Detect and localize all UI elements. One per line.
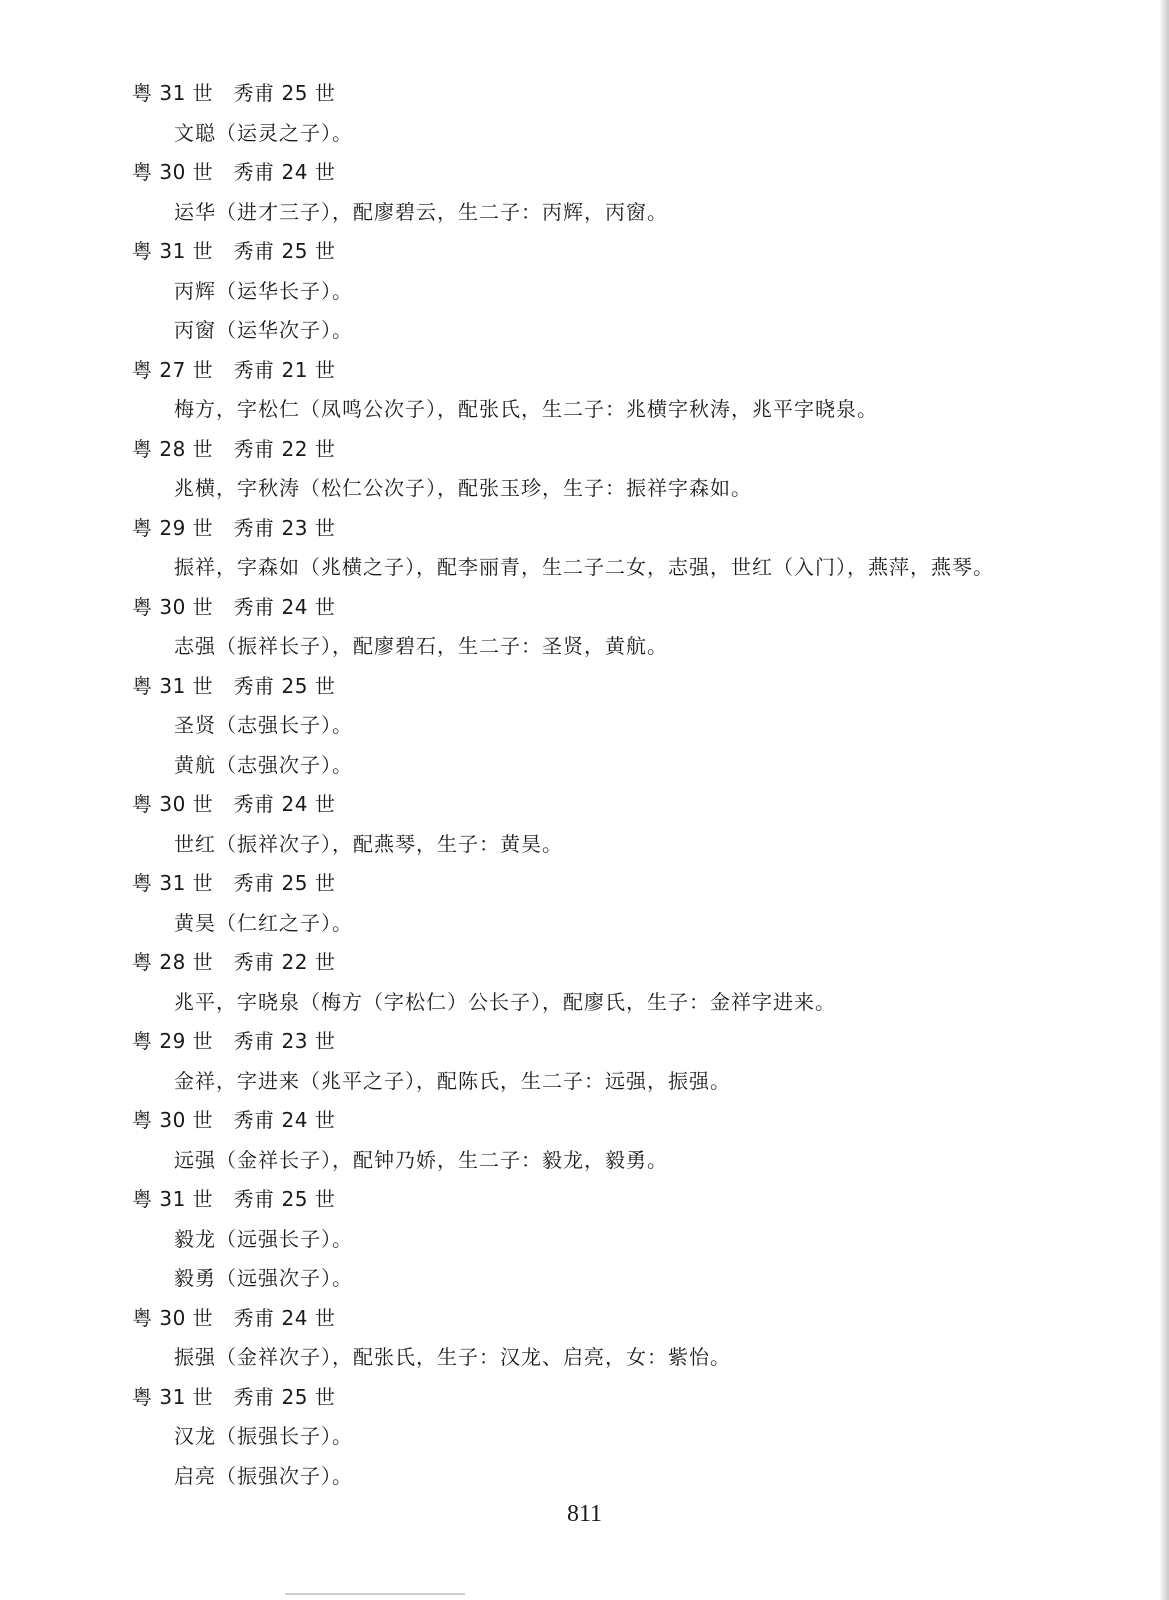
genealogy-entry: 启亮（振强次子）。 (174, 1463, 353, 1488)
generation-heading: 粤 30 世 秀甫 24 世 (132, 160, 336, 184)
generation-heading: 粤 31 世 秀甫 25 世 (132, 1384, 336, 1409)
genealogy-entry: 金祥，字进来（兆平之子），配陈氏，生二子：远强，振强。 (174, 1068, 731, 1093)
generation-heading: 粤 30 世 秀甫 24 世 (132, 1108, 336, 1132)
genealogy-entry: 振强（金祥次子），配张氏，生子：汉龙、启亮，女：紫怡。 (174, 1345, 731, 1369)
genealogy-entry: 振祥，字森如（兆横之子），配李丽青，生二子二女，志强，世红（入门），燕萍，燕琴。 (174, 555, 994, 579)
genealogy-entry: 黄航（志强次子）。 (174, 752, 353, 777)
generation-heading: 粤 31 世 秀甫 25 世 (132, 81, 336, 105)
generation-heading: 粤 31 世 秀甫 25 世 (132, 1187, 336, 1211)
generation-heading: 粤 30 世 秀甫 24 世 (132, 594, 336, 619)
genealogy-entry: 文聪（运灵之子）。 (174, 120, 353, 145)
generation-heading: 粤 27 世 秀甫 21 世 (132, 357, 336, 382)
bottom-rule (285, 1593, 465, 1595)
genealogy-entry: 志强（振祥长子），配廖碧石，生二子：圣贤，黄航。 (174, 634, 668, 658)
genealogy-entry: 圣贤（志强长子）。 (174, 713, 353, 737)
generation-heading: 粤 30 世 秀甫 24 世 (132, 792, 336, 816)
genealogy-entry: 远强（金祥长子），配钟乃娇，生二子：毅龙，毅勇。 (174, 1147, 668, 1172)
genealogy-entry: 黄昊（仁红之子）。 (174, 910, 353, 935)
generation-heading: 粤 30 世 秀甫 24 世 (132, 1305, 336, 1330)
genealogy-entry: 毅龙（远强长子）。 (174, 1226, 353, 1251)
genealogy-entry: 兆平，字晓泉（梅方（字松仁）公长子），配廖氏，生子：金祥字进来。 (174, 989, 836, 1014)
genealogy-entry: 丙窗（运华次子）。 (174, 318, 353, 342)
generation-heading: 粤 31 世 秀甫 25 世 (132, 871, 336, 895)
genealogy-entry: 丙辉（运华长子）。 (174, 278, 353, 303)
genealogy-entry: 运华（进才三子），配廖碧云，生二子：丙辉，丙窗。 (174, 199, 668, 224)
generation-heading: 粤 28 世 秀甫 22 世 (132, 436, 336, 461)
page-edge-shadow (1159, 0, 1169, 1600)
generation-heading: 粤 31 世 秀甫 25 世 (132, 673, 336, 698)
generation-heading: 粤 28 世 秀甫 22 世 (132, 950, 336, 974)
generation-heading: 粤 29 世 秀甫 23 世 (132, 1029, 336, 1053)
genealogy-entry: 汉龙（振强长子）。 (174, 1424, 353, 1448)
page-number: 811 (566, 1501, 603, 1527)
generation-heading: 粤 31 世 秀甫 25 世 (132, 239, 336, 263)
genealogy-entry: 世红（振祥次子），配燕琴，生子：黄昊。 (174, 831, 563, 856)
generation-heading: 粤 29 世 秀甫 23 世 (132, 515, 336, 540)
genealogy-entry: 梅方，字松仁（凤鸣公次子），配张氏，生二子：兆横字秋涛，兆平字晓泉。 (174, 397, 878, 421)
genealogy-text (0, 74, 1169, 1496)
genealogy-entry: 毅勇（远强次子）。 (174, 1266, 353, 1290)
genealogy-entry: 兆横，字秋涛（松仁公次子），配张玉珍，生子：振祥字森如。 (174, 476, 752, 500)
